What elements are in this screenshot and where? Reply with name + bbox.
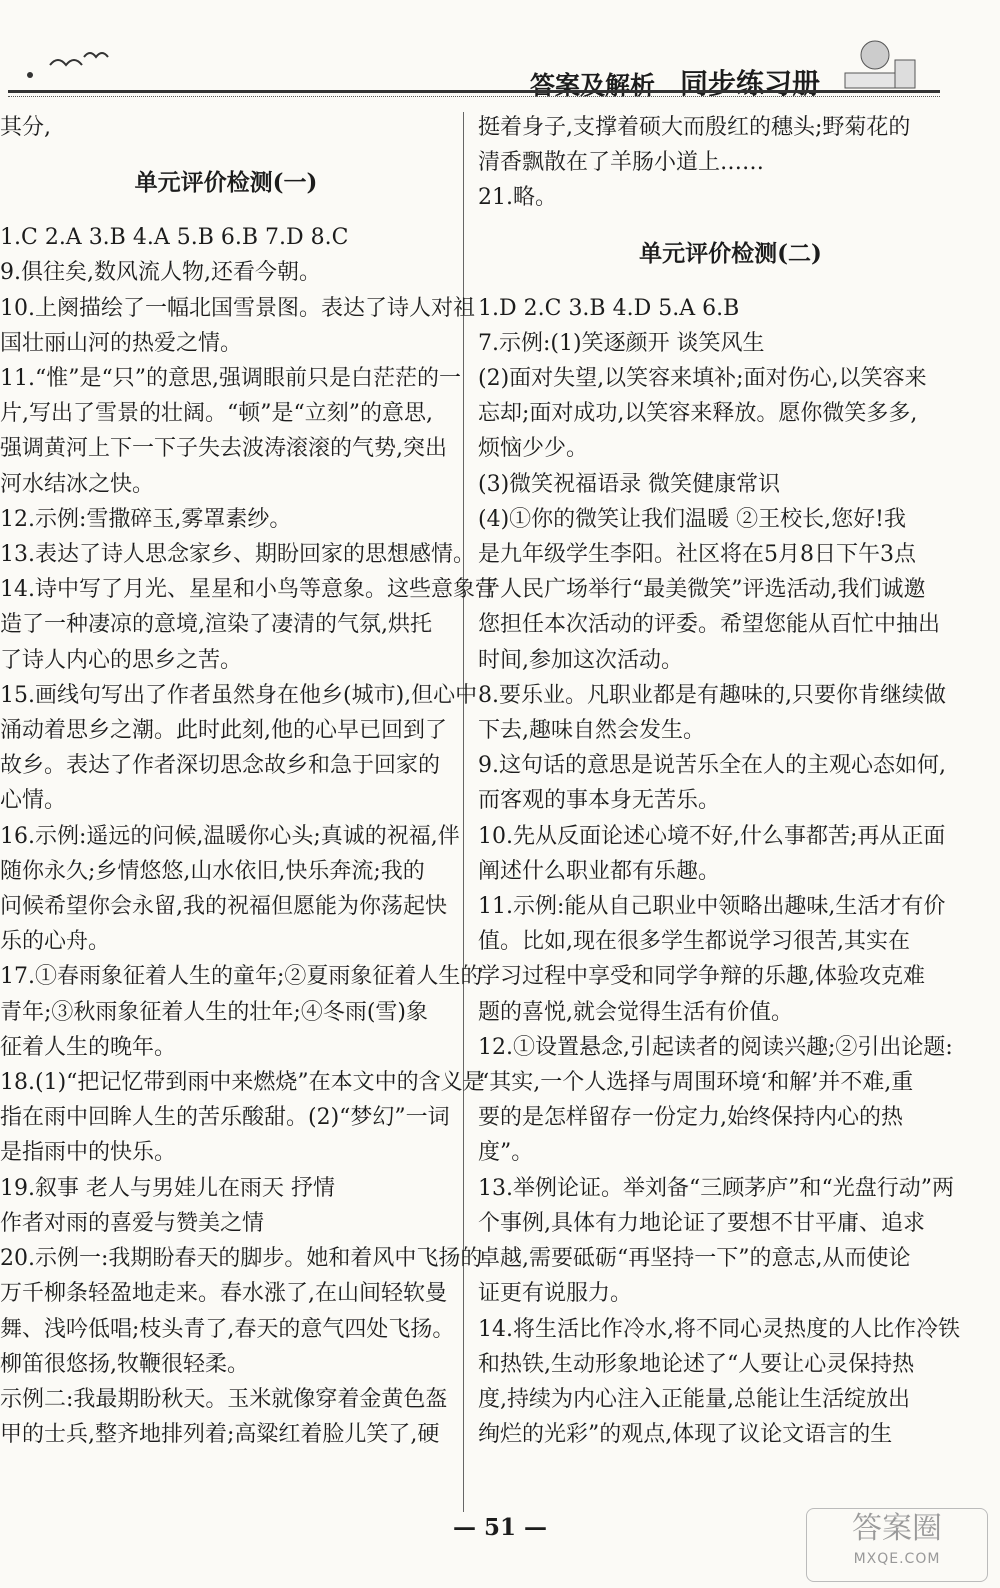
- text-line: 清香飘散在了羊肠小道上……: [478, 150, 765, 176]
- text-line: 其分,: [0, 115, 51, 140]
- text-line: “其实,一个人选择与周围环境‘和解’并不难,重: [478, 1070, 914, 1096]
- text-line: 作者对雨的喜爱与赞美之情: [0, 1210, 265, 1236]
- stamp-text: 答案圈: [852, 1511, 942, 1546]
- text-line: 17.①春雨象征着人生的童年;②夏雨象征着人生的: [0, 964, 483, 990]
- text-line: 造了一种凄凉的意境,渲染了凄清的气氛,烘托: [0, 612, 432, 638]
- globe-decoration-icon: [835, 35, 945, 90]
- text-line: 乐的心舟。: [0, 929, 111, 955]
- left-column: [0, 110, 497, 1452]
- text-line: 14.将生活比作冷水,将不同心灵热度的人比作冷铁: [478, 1316, 960, 1342]
- birds-decoration-icon: [20, 45, 130, 85]
- text-line: 柳笛很悠扬,牧鞭很轻柔。: [0, 1351, 249, 1377]
- text-line: 13.举例论证。举刘备“三顾茅庐”和“光盘行动”两: [478, 1175, 954, 1201]
- text-line: 问候希望你会永留,我的祝福但愿能为你荡起快: [0, 894, 447, 920]
- text-line: 而客观的事本身无苦乐。: [478, 788, 721, 814]
- left-answer-list: [0, 220, 497, 1452]
- text-line: 阐述什么职业都有乐趣。: [478, 858, 721, 884]
- text-line: 16.示例:遥远的问候,温暖你心头;真诚的祝福,伴: [0, 823, 460, 849]
- text-line: 青年;③秋雨象征着人生的壮年;④冬雨(雪)象: [0, 999, 428, 1025]
- text-line: 时间,参加这次活动。: [478, 647, 683, 673]
- text-line: 20.示例一:我期盼春天的脚步。她和着风中飞扬的: [0, 1246, 483, 1272]
- text-line: 度”。: [478, 1140, 534, 1166]
- text-line: 8.要乐业。凡职业都是有趣味的,只要你肯继续做: [478, 682, 946, 708]
- text-line: 个事例,具体有力地论证了要想不甘平庸、追求: [478, 1210, 925, 1236]
- text-line: 下去,趣味自然会发生。: [478, 718, 705, 744]
- text-line: 15.画线句写出了作者虽然身在他乡(城市),但心中: [0, 682, 478, 708]
- watermark-stamp: [806, 1508, 988, 1582]
- text-line: 19.叙事 老人与男娃儿在雨天 抒情: [0, 1175, 335, 1201]
- text-line: 示例二:我最期盼秋天。玉米就像穿着金黄色盔: [0, 1386, 448, 1412]
- text-line: 证更有说服力。: [478, 1281, 633, 1307]
- text-line: 是指雨中的快乐。: [0, 1140, 177, 1166]
- right-answer-list: [478, 291, 983, 1453]
- text-line: 要的是怎样留存一份定力,始终保持内心的热: [478, 1105, 903, 1131]
- text-line: 甲的士兵,整齐地排列着;高粱红着脸儿笑了,硬: [0, 1422, 440, 1448]
- text-line: 1.D 2.C 3.B 4.D 5.A 6.B: [478, 295, 740, 321]
- column-divider: [463, 112, 464, 1512]
- text-line: 指在雨中回眸人生的苦乐酸甜。(2)“梦幻”一词: [0, 1105, 450, 1131]
- header-rule: [8, 90, 940, 93]
- right-column: [478, 110, 983, 1452]
- text-line: (3)微笑祝福语录 微笑健康常识: [478, 471, 781, 497]
- text-line: 卓越,需要砥砺“再坚持一下”的意志,从而使论: [478, 1246, 911, 1272]
- text-line: 10.先从反面论述心境不好,什么事都苦;再从正面: [478, 823, 946, 849]
- right-continued-text: [478, 110, 983, 216]
- text-line: 涌动着思乡之潮。此时此刻,他的心早已回到了: [0, 718, 447, 744]
- text-line: 挺着身子,支撑着硕大而殷红的穗头;野菊花的: [478, 115, 911, 140]
- text-line: 9.俱往矣,数风流人物,还看今朝。: [0, 260, 321, 286]
- header-rule-dotted: [8, 96, 940, 97]
- text-line: 12.①设置悬念,引起读者的阅读兴趣;②引出论题:: [478, 1034, 953, 1060]
- text-line: (4)①你的微笑让我们温暖 ②王校长,您好!我: [478, 506, 906, 532]
- text-line: 您担任本次活动的评委。希望您能从百忙中抽出: [478, 612, 941, 638]
- text-line: 度,持续为内心注入正能量,总能让生活绽放出: [478, 1386, 910, 1412]
- text-line: (2)面对失望,以笑容来填补;面对伤心,以笑容来: [478, 366, 927, 392]
- text-line: 烦恼少少。: [478, 436, 589, 462]
- text-line: 9.这句话的意思是说苦乐全在人的主观心态如何,: [478, 753, 946, 779]
- text-line: 万千柳条轻盈地走来。春水涨了,在山间轻软曼: [0, 1281, 447, 1307]
- text-line: 和热铁,生动形象地论述了“人要让心灵保持热: [478, 1351, 915, 1377]
- text-line: 了诗人内心的思乡之苦。: [0, 647, 243, 673]
- header-answer-label: 答案及解析: [530, 71, 656, 100]
- text-line: 题的喜悦,就会觉得生活有价值。: [478, 999, 793, 1025]
- text-line: 学习过程中享受和同学争辩的乐趣,体验攻克难: [478, 964, 925, 990]
- text-line: 是九年级学生李阳。社区将在5月8日下午3点: [478, 542, 916, 568]
- text-line: 10.上阕描绘了一幅北国雪景图。表达了诗人对祖: [0, 295, 475, 321]
- text-line: 于人民广场举行“最美微笑”评选活动,我们诚邀: [478, 577, 926, 603]
- stamp-url: MXQE.COM: [853, 1551, 941, 1567]
- text-line: 21.略。: [478, 185, 557, 211]
- text-line: 18.(1)“把记忆带到雨中来燃烧”在本文中的含义是: [0, 1070, 485, 1096]
- text-line: 11.示例:能从自己职业中领略出趣味,生活才有价: [478, 894, 946, 920]
- header-book-title: 同步练习册: [680, 67, 821, 100]
- section-title-unit-2: 单元评价检测(二): [639, 239, 822, 267]
- text-line: 值。比如,现在很多学生都说学习很苦,其实在: [478, 929, 910, 955]
- text-line: 故乡。表达了作者深切思念故乡和急于回家的: [0, 753, 441, 779]
- text-line: 绚烂的光彩”的观点,体现了议论文语言的生: [478, 1422, 893, 1448]
- text-line: 忘却;面对成功,以笑容来释放。愿你微笑多多,: [478, 401, 918, 427]
- page-number: — 51 —: [452, 1514, 548, 1541]
- page-header: [0, 0, 1000, 110]
- text-line: 征着人生的晚年。: [0, 1034, 177, 1060]
- text-line: 7.示例:(1)笑逐颜开 谈笑风生: [478, 330, 765, 356]
- text-line: 强调黄河上下一下子失去波涛滚滚的气势,突出: [0, 436, 447, 462]
- text-line: 1.C 2.A 3.B 4.A 5.B 6.B 7.D 8.C: [0, 225, 349, 251]
- text-line: 心情。: [0, 788, 67, 814]
- text-line: 国壮丽山河的热爱之情。: [0, 330, 243, 356]
- text-line: 14.诗中写了月光、星星和小鸟等意象。这些意象营: [0, 577, 497, 603]
- text-line: 河水结冰之快。: [0, 471, 155, 497]
- text-line: 随你永久;乡情悠悠,山水依旧,快乐奔流;我的: [0, 858, 425, 884]
- section-title-unit-1: 单元评价检测(一): [134, 169, 318, 197]
- text-line: 11.“惟”是“只”的意思,强调眼前只是白茫茫的一: [0, 366, 461, 392]
- text-line: 13.表达了诗人思念家乡、期盼回家的思想感情。: [0, 542, 475, 568]
- text-line: 12.示例:雪撒碎玉,雾罩素纱。: [0, 506, 292, 532]
- text-line: 舞、浅吟低唱;枝头青了,春天的意气四处飞扬。: [0, 1316, 455, 1342]
- text-line: 片,写出了雪景的壮阔。“顿”是“立刻”的意思,: [0, 401, 433, 427]
